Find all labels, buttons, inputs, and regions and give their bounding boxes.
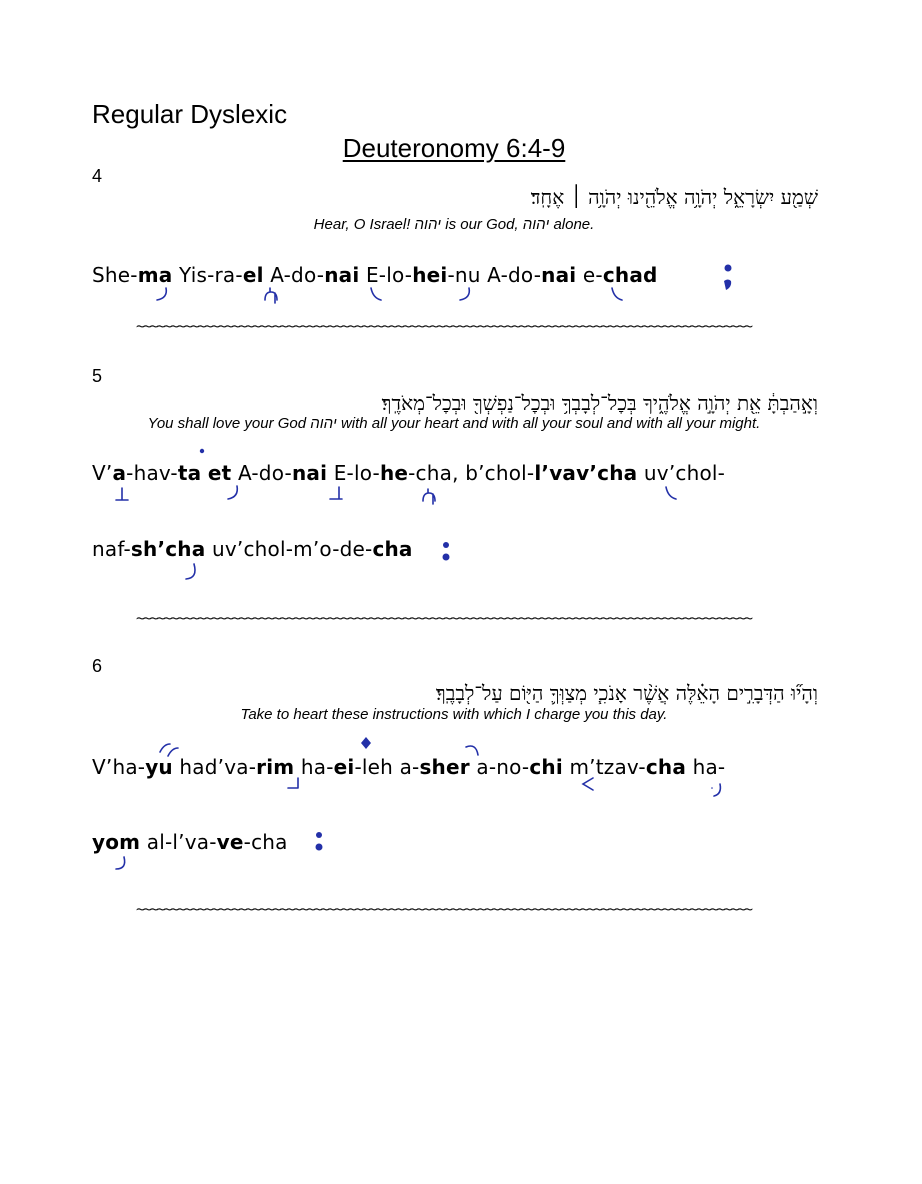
annotation-mark [228,486,237,499]
syllable-text: m’tzav- [562,755,646,779]
stressed-syllable: a [112,461,127,485]
translation-text: Hear, O Israel! יהוה is our God, יהוה alone. [313,216,595,233]
sof-pasuk-mark [443,542,450,561]
sof-pasuk-mark [724,265,732,291]
stressed-syllable: yom [92,830,141,854]
syllable-text: e- [576,263,603,287]
syllable-text: -nu A-do- [447,263,542,287]
syllable-text: E-lo- [327,461,380,485]
divider: ~~~~~~~~~~~~~~~~~~~~~~~~~~~~~~~~~~~~~~~~~~~~~~~~~~~~~~~~~~~~~~~~~~~~~~~~~~~~~~~~~~~~~~~~~~ [136,609,751,627]
syllable-text: She- [92,263,138,287]
annotation-mark [423,489,435,504]
stressed-syllable: nai [541,263,577,287]
translation-text: You shall love your God יהוה with all your heart and with all your soul and with all your might. [147,415,761,432]
stressed-syllable: yu [145,755,173,779]
hebrew-text: וְאָ֣הַבְתָּ֔ אֵ֖ת יְהֹוָ֣ה אֱלֹהֶ֑יךָ בְּכׇל־לְבָבְךָ֥ וּבְכׇל־נַפְשְׁךָ֖ וּבְכׇל־מְאֹדֶֽךָ׃ [381,391,818,415]
transliteration-line [92,459,725,487]
annotation-mark [265,288,277,303]
verse-number: 5 [92,366,103,386]
page-title: Deuteronomy 6:4-9 [342,133,566,163]
annotation-mark [330,487,342,499]
syllable-text: E-lo- [359,263,413,287]
annotation-mark [116,857,125,869]
divider: ~~~~~~~~~~~~~~~~~~~~~~~~~~~~~~~~~~~~~~~~~~~~~~~~~~~~~~~~~~~~~~~~~~~~~~~~~~~~~~~~~~~~~~~~~~ [136,900,751,918]
transliteration-line [92,828,288,856]
syllable-text: naf- [92,537,131,561]
stressed-syllable: he [379,461,409,485]
syllable-text: ha- [294,755,334,779]
syllable-text: uv’chol-m’o-de- [205,537,373,561]
annotation-mark [371,288,381,300]
stressed-syllable: el [242,263,264,287]
page-header: Regular Dyslexic [92,99,288,129]
annotation-diamond [361,737,371,749]
annotation-mark [460,288,469,300]
sof-pasuk-mark [316,832,323,851]
stressed-syllable: sh’cha [130,537,206,561]
stressed-syllable: ei [333,755,355,779]
syllable-text: V’ha- [92,755,146,779]
stressed-syllable: sher [419,755,470,779]
syllable-text: a-no- [469,755,530,779]
hebrew-text: שְׁמַ֖ע יִשְׂרָאֵ֑ל יְהֹוָ֥ה אֱלֹהֵ֖ינוּ יְהֹוָ֥ה ׀ אֶחָֽד׃ [530,185,818,209]
stressed-syllable: ma [137,263,173,287]
syllable-text: al-l’va- [140,830,217,854]
syllable-text: -leh a- [354,755,420,779]
syllable-text: Yis-ra- [172,263,243,287]
syllable-text: -hav- [126,461,178,485]
annotation-mark [186,564,195,579]
stressed-syllable: ta [177,461,202,485]
stressed-syllable: ve [216,830,244,854]
syllable-text: uv’chol- [637,461,726,485]
transliteration-line [92,535,413,563]
stressed-syllable: nai [324,263,360,287]
annotation-mark [116,488,128,500]
annotation-mark [666,487,676,499]
syllable-text: V’ [92,461,113,485]
stressed-syllable: nai [291,461,328,485]
syllable-text: ha- [686,755,726,779]
stressed-syllable: et [207,461,232,485]
syllable-text: A-do- [263,263,325,287]
annotation-mark [712,784,720,796]
verse-number: 4 [92,166,103,186]
annotation-dot [200,449,204,453]
translation-text: Take to heart these instructions with which I charge you this day. [240,706,668,723]
verse-number: 6 [92,656,103,676]
syllable-text: A-do- [231,461,292,485]
annotation-mark [612,288,622,300]
syllable-text: had’va- [172,755,257,779]
stressed-syllable: cha [645,755,687,779]
syllable-text: -cha, b’chol- [408,461,535,485]
divider: ~~~~~~~~~~~~~~~~~~~~~~~~~~~~~~~~~~~~~~~~~~~~~~~~~~~~~~~~~~~~~~~~~~~~~~~~~~~~~~~~~~~~~~~~~~ [136,317,751,335]
stressed-syllable: l’vav’cha [534,461,638,485]
stressed-syllable: hei [412,263,448,287]
stressed-syllable: chi [529,755,563,779]
stressed-syllable: cha [372,537,413,561]
stressed-syllable: chad [602,263,658,287]
transliteration-line [92,753,725,781]
annotation-mark [157,288,166,300]
hebrew-text: וְהָי֞וּ הַדְּבָרִ֣ים הָאֵ֗לֶּה אֲשֶׁ֨ר אָנֹכִ֧י מְצַוְּךָ֛ הַיּ֖וֹם עַל־לְבָבֶֽךָ׃ [435,681,818,705]
stressed-syllable: rim [256,755,295,779]
syllable-text: -cha [243,830,288,854]
transliteration-line [92,261,658,289]
